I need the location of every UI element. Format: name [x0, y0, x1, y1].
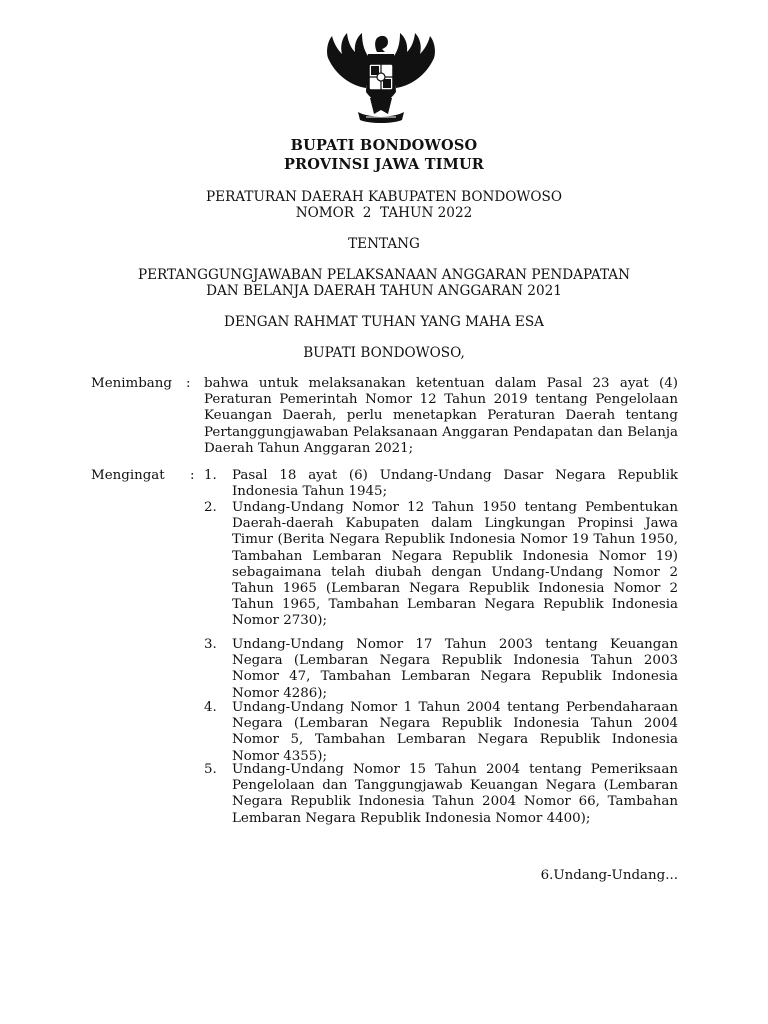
subject-line1: PERTANGGUNGJAWABAN PELAKSANAAN ANGGARAN PENDAPATAN [137, 267, 631, 283]
list-item-text: Undang-Undang Nomor 12 Tahun 1950 tentang Pembentukan Daerah-daerah Kabupaten dalam Lingkungan Propinsi Jawa Timur (Berita Negara Republik Indonesia Nomor 19 Tahun 1950, Tambahan Lembaran Negara Republik Indonesia Nomor 19) sebagaimana telah diubah dengan Undang-Undang Nomor 2 Tahun 1965 (Lembaran Negara Republik Indonesia Nomor 2 Tahun 1965, Tambahan Lembaran Negara Republik Indonesia Nomor 2730); [232, 500, 678, 629]
garuda-emblem-icon [322, 28, 440, 128]
list-item [204, 468, 678, 500]
header-line1: BUPATI BONDOWOSO [290, 137, 478, 154]
menimbang-text: bahwa untuk melaksanakan ketentuan dalam Pasal 23 ayat (4) Peraturan Pemerintah Nomor 12 Tahun 2019 tentang Pengelolaan Keuangan Daerah, perlu menetapkan Peraturan Daerah tentang Pertanggungjawaban Pelaksanaan Anggaran Pendapatan dan Belanja Daerah Tahun Anggaran 2021; [204, 376, 678, 456]
regulation-title: PERATURAN DAERAH KABUPATEN BONDOWOSO [206, 189, 562, 205]
list-item-text: Undang-Undang Nomor 15 Tahun 2004 tentang Pemeriksaan Pengelolaan dan Tanggungjawab Keuangan Negara (Lembaran Negara Republik Indonesia Tahun 2004 Nomor 66, Tambahan Lembaran Negara Republik Indonesia Nomor 4400); [232, 762, 678, 826]
list-item-number: 2. [204, 500, 217, 515]
tentang-label: TENTANG [348, 236, 420, 252]
menimbang-colon: : [186, 376, 191, 391]
list-item-number: 4. [204, 700, 217, 715]
list-item-text: Pasal 18 ayat (6) Undang-Undang Dasar Negara Republik Indonesia Tahun 1945; [232, 468, 678, 500]
regulation-number: NOMOR 2 TAHUN 2022 [295, 205, 473, 221]
mengingat-colon: : [190, 468, 195, 483]
issuer: BUPATI BONDOWOSO, [303, 345, 465, 361]
list-item-number: 5. [204, 762, 217, 777]
list-item [204, 762, 678, 827]
list-item-number: 3. [204, 637, 217, 652]
header-line2: PROVINSI JAWA TIMUR [283, 156, 485, 173]
mengingat-label: Mengingat [91, 468, 165, 483]
list-item-number: 1. [204, 468, 217, 483]
list-item [204, 637, 678, 702]
list-item [204, 500, 678, 630]
page-continuation: 6.Undang-Undang... [540, 868, 678, 883]
list-item [204, 700, 678, 765]
menimbang-label: Menimbang [91, 376, 172, 391]
list-item-text: Undang-Undang Nomor 1 Tahun 2004 tentang Perbendaharaan Negara (Lembaran Negara Republik Indonesia Tahun 2004 Nomor 5, Tambahan Lembaran Negara Republik Indonesia Nomor 4355); [232, 700, 678, 764]
invocation: DENGAN RAHMAT TUHAN YANG MAHA ESA [224, 314, 544, 330]
list-item-text: Undang-Undang Nomor 17 Tahun 2003 tentang Keuangan Negara (Lembaran Negara Republik Indonesia Tahun 2003 Nomor 47, Tambahan Lembaran Negara Republik Indonesia Nomor 4286); [232, 637, 678, 701]
subject-line2: DAN BELANJA DAERAH TAHUN ANGGARAN 2021 [206, 283, 562, 299]
